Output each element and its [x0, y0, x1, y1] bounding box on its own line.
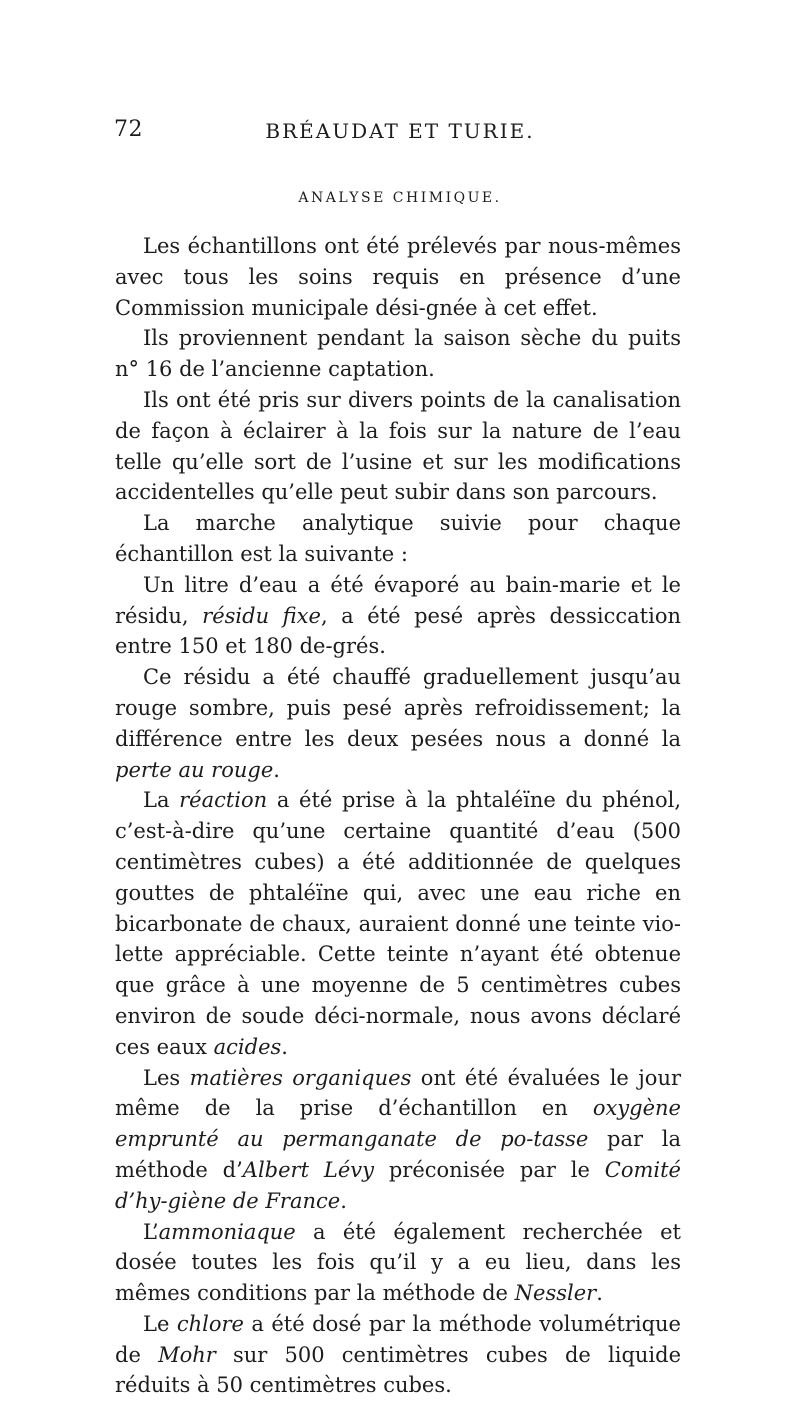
section-title: ANALYSE CHIMIQUE.: [298, 190, 502, 206]
paragraph: [115, 231, 681, 323]
paragraph: [115, 385, 681, 508]
italic-term: Comité d’hy-giène de France: [115, 1157, 681, 1213]
text-run: .: [340, 1188, 347, 1213]
running-head-title: BRÉAUDAT ET TURIE.: [265, 119, 535, 143]
text-run: Les: [143, 1065, 190, 1090]
text-run: sur 500 centimètres cubes de liquide réduits à 50 centimètres cubes.: [115, 1342, 681, 1398]
text-run: .: [596, 1281, 603, 1306]
text-run: Ils ont été pris sur divers points de la canalisation de façon à éclairer à la fois sur la nature de l’eau telle qu’elle sort de l’usine et sur les modifications accidentelles qu’elle peut subir dans son parcours.: [115, 387, 681, 505]
italic-term: Nessler: [514, 1281, 597, 1306]
text-run: a été également recherchée et dosée toutes les fois qu’il y a eu lieu, dans les mêmes conditions par la méthode de: [115, 1219, 681, 1306]
text-run: a été dosé par la méthode volumétrique de: [115, 1311, 681, 1367]
body-text: [115, 231, 681, 1401]
italic-term: matières organiques: [189, 1065, 412, 1090]
paragraph: [115, 785, 681, 1062]
text-run: .: [273, 757, 280, 782]
text-run: ont été évaluées le jour même de la prise d’échantillon en: [115, 1065, 682, 1121]
paragraph: [115, 1309, 681, 1401]
italic-term: perte au rouge: [115, 757, 274, 782]
text-run: préconisée par le: [374, 1157, 605, 1182]
italic-term: chlore: [176, 1311, 244, 1336]
text-run: Le: [143, 1311, 177, 1336]
italic-term: acides: [213, 1034, 282, 1059]
text-run: a été prise à la phtaléïne du phénol, c’est-à-dire qu’une certaine quantité d’eau (500 centimètres cubes) a été additionnée de quelques gouttes de phtaléïne qui, avec une eau riche en bicarbonate de chaux, auraient donné une teinte vio-lette appréciable. Cette teinte n’ayant été obtenue que grâce à une moyenne de 5 centimètres cubes environ de soude déci-normale, nous avons déclaré ces eaux: [115, 788, 682, 1059]
text-run: L’: [143, 1219, 159, 1244]
text-run: La: [143, 788, 180, 813]
text-run: , a été pesé après dessiccation entre 150 et 180 de-grés.: [115, 603, 681, 659]
text-run: Les échantillons ont été prélevés par nous-mêmes avec tous les soins requis en présence d’une Commission municipale dési-gnée à cet effet.: [115, 234, 681, 320]
italic-term: résidu fixe: [202, 603, 321, 628]
text-run: Un litre d’eau a été évaporé au bain-marie et le résidu,: [115, 572, 681, 628]
running-header: [0, 117, 800, 147]
paragraph: [115, 1217, 681, 1309]
page-number: 72: [114, 117, 143, 142]
italic-term: Mohr: [158, 1342, 216, 1367]
italic-term: Albert Lévy: [242, 1157, 374, 1182]
paragraph: [115, 323, 681, 385]
italic-term: réaction: [179, 788, 268, 813]
paragraph: [115, 508, 681, 570]
text-run: La marche analytique suivie pour chaque échantillon est la suivante :: [115, 511, 681, 566]
text-run: par la méthode d’: [115, 1127, 681, 1182]
paragraph: [115, 1063, 681, 1217]
paragraph: [115, 662, 681, 785]
italic-term: ammoniaque: [158, 1219, 296, 1244]
italic-term: oxygène emprunté au permanganate de po-tasse: [115, 1096, 681, 1152]
text-run: .: [281, 1034, 288, 1059]
text-run: Ils proviennent pendant la saison sèche du puits n° 16 de l’ancienne captation.: [115, 326, 681, 382]
paragraph: [115, 570, 681, 662]
text-run: Ce résidu a été chauffé graduellement jusqu’au rouge sombre, puis pesé après refroidissement; la différence entre les deux pesées nous a donné la: [115, 665, 681, 751]
